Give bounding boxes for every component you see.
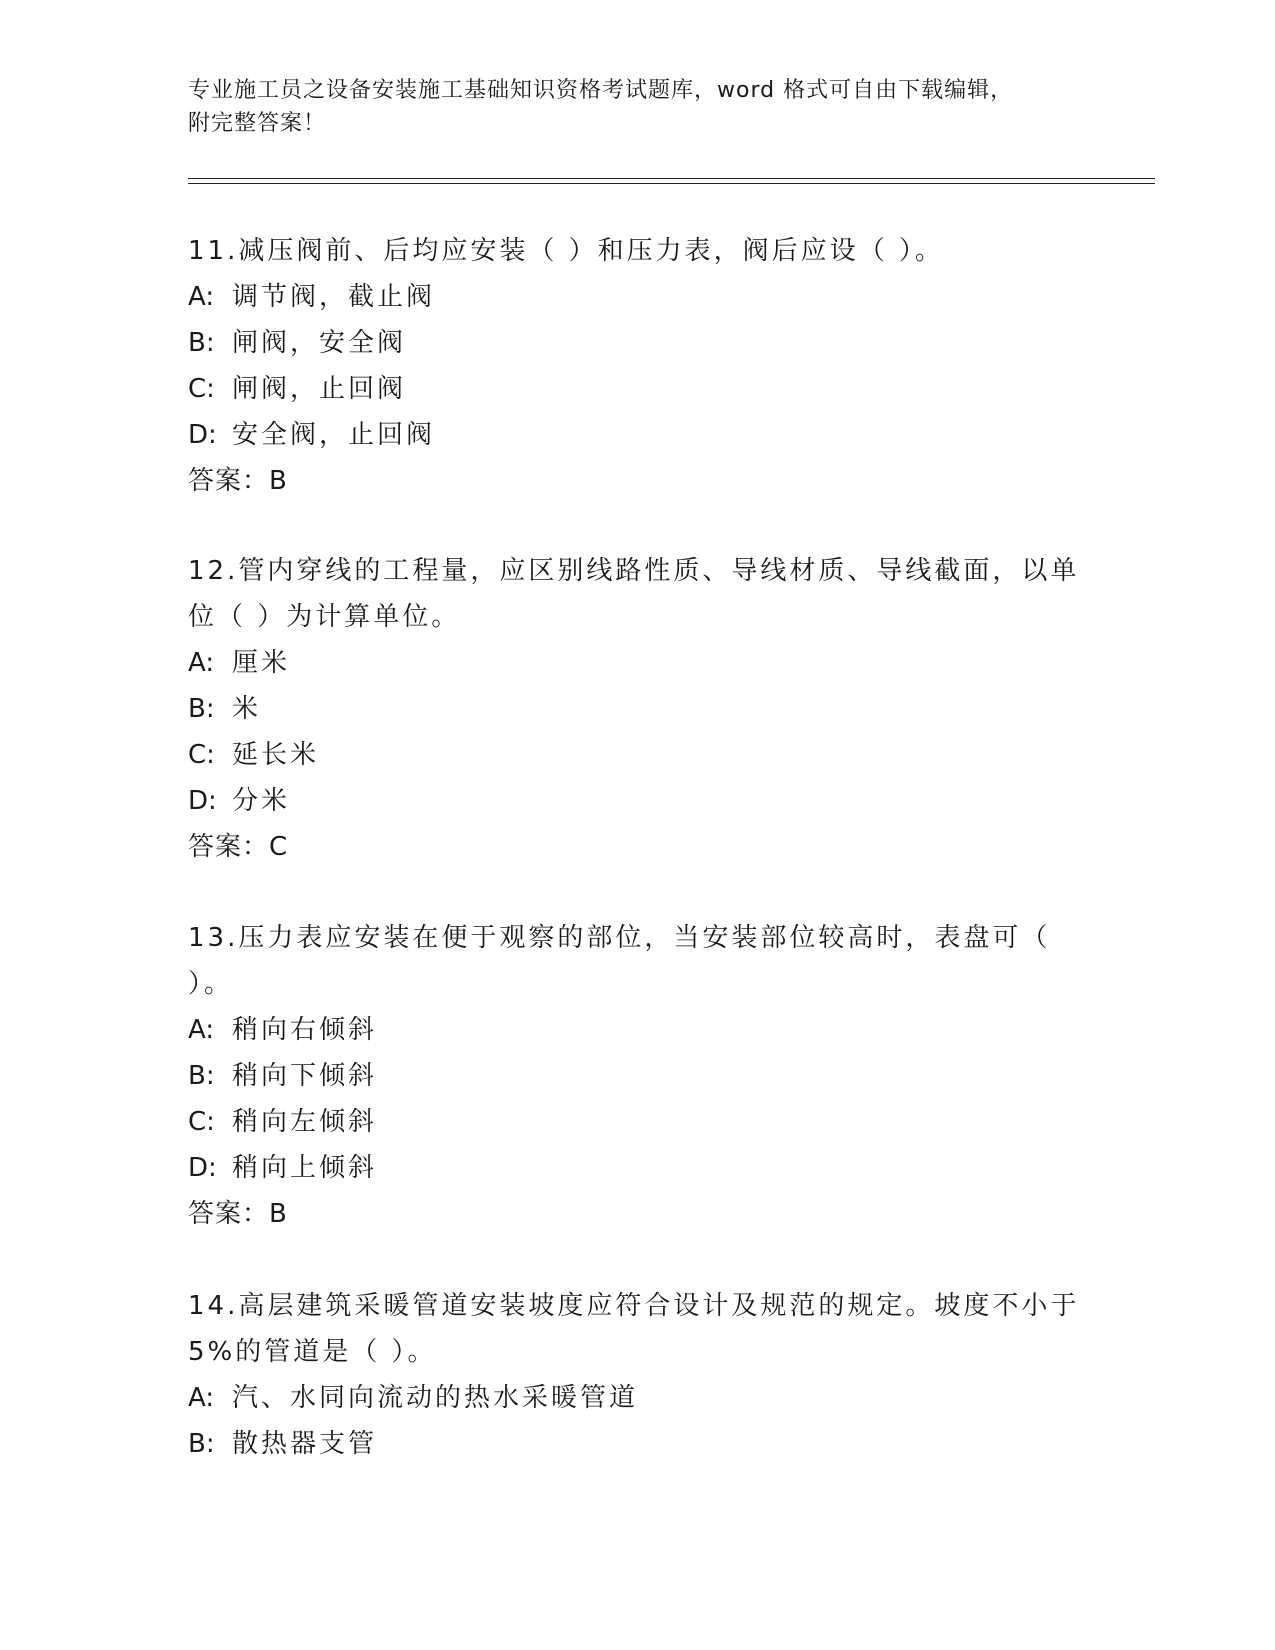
option-key: B: xyxy=(188,1061,215,1091)
option-a xyxy=(188,640,1088,686)
header-line-1: 专业施工员之设备安装施工基础知识资格考试题库，word 格式可自由下载编辑， xyxy=(188,78,1014,103)
question-stem-cont: 5%的管道是（ ）。 xyxy=(188,1337,437,1367)
question-11 xyxy=(188,228,1088,504)
option-text: 调节阀，截止阀 xyxy=(232,282,436,312)
option-key: B: xyxy=(188,1429,215,1459)
option-text: 延长米 xyxy=(232,740,320,770)
option-d xyxy=(188,778,1088,824)
answer-line xyxy=(188,458,1088,504)
answer-label: 答案： xyxy=(188,466,270,496)
option-key: D: xyxy=(188,1153,217,1183)
option-key: D: xyxy=(188,786,217,816)
header-divider-top xyxy=(188,178,1155,179)
question-13 xyxy=(188,915,1088,1237)
option-text: 稍向下倾斜 xyxy=(232,1061,378,1091)
option-text: 闸阀，止回阀 xyxy=(232,374,407,404)
option-c xyxy=(188,732,1088,778)
option-b xyxy=(188,1421,1088,1467)
answer-line xyxy=(188,1191,1088,1237)
option-text: 汽、水同向流动的热水采暖管道 xyxy=(232,1383,639,1413)
question-stem: 14.高层建筑采暖管道安装坡度应符合设计及规范的规定。坡度不小于 xyxy=(188,1291,1080,1321)
answer-value: C xyxy=(269,832,289,862)
option-text: 稍向左倾斜 xyxy=(232,1107,378,1137)
option-key: A: xyxy=(188,1383,215,1413)
option-key: B: xyxy=(188,328,215,358)
option-key: A: xyxy=(188,648,215,678)
option-d xyxy=(188,1145,1088,1191)
option-key: B: xyxy=(188,694,215,724)
option-text: 闸阀，安全阀 xyxy=(232,328,407,358)
question-stem-cont: ）。 xyxy=(188,969,234,999)
option-key: A: xyxy=(188,282,215,312)
option-key: C: xyxy=(188,740,215,770)
option-a xyxy=(188,1007,1088,1053)
option-b xyxy=(188,1053,1088,1099)
option-text: 稍向右倾斜 xyxy=(232,1015,378,1045)
answer-line xyxy=(188,824,1088,870)
option-text: 散热器支管 xyxy=(232,1429,378,1459)
option-c xyxy=(188,1099,1088,1145)
option-b xyxy=(188,320,1088,366)
question-stem: 13.压力表应安装在便于观察的部位，当安装部位较高时，表盘可（ xyxy=(188,923,1051,953)
option-a xyxy=(188,274,1088,320)
option-b xyxy=(188,686,1088,732)
question-14 xyxy=(188,1283,1088,1467)
question-stem: 12.管内穿线的工程量，应区别线路性质、导线材质、导线截面，以单 xyxy=(188,556,1080,586)
option-key: C: xyxy=(188,1107,215,1137)
option-a xyxy=(188,1375,1088,1421)
answer-value: B xyxy=(269,466,288,496)
option-text: 米 xyxy=(232,694,262,724)
option-d xyxy=(188,412,1088,458)
option-text: 安全阀，止回阀 xyxy=(232,420,436,450)
answer-value: B xyxy=(269,1199,288,1229)
option-c xyxy=(188,366,1088,412)
option-text: 分米 xyxy=(232,786,291,816)
question-12 xyxy=(188,548,1088,870)
header-divider-bottom xyxy=(188,183,1155,184)
answer-label: 答案： xyxy=(188,1199,270,1229)
header-line-2: 附完整答案！ xyxy=(188,111,327,136)
document-header xyxy=(188,74,1068,140)
question-stem: 11.减压阀前、后均应安装（ ）和压力表，阀后应设（ ）。 xyxy=(188,236,944,266)
question-stem-cont: 位（ ）为计算单位。 xyxy=(188,602,461,632)
option-text: 稍向上倾斜 xyxy=(232,1153,378,1183)
option-key: C: xyxy=(188,374,215,404)
answer-label: 答案： xyxy=(188,832,270,862)
option-key: D: xyxy=(188,420,217,450)
option-key: A: xyxy=(188,1015,215,1045)
option-text: 厘米 xyxy=(232,648,291,678)
